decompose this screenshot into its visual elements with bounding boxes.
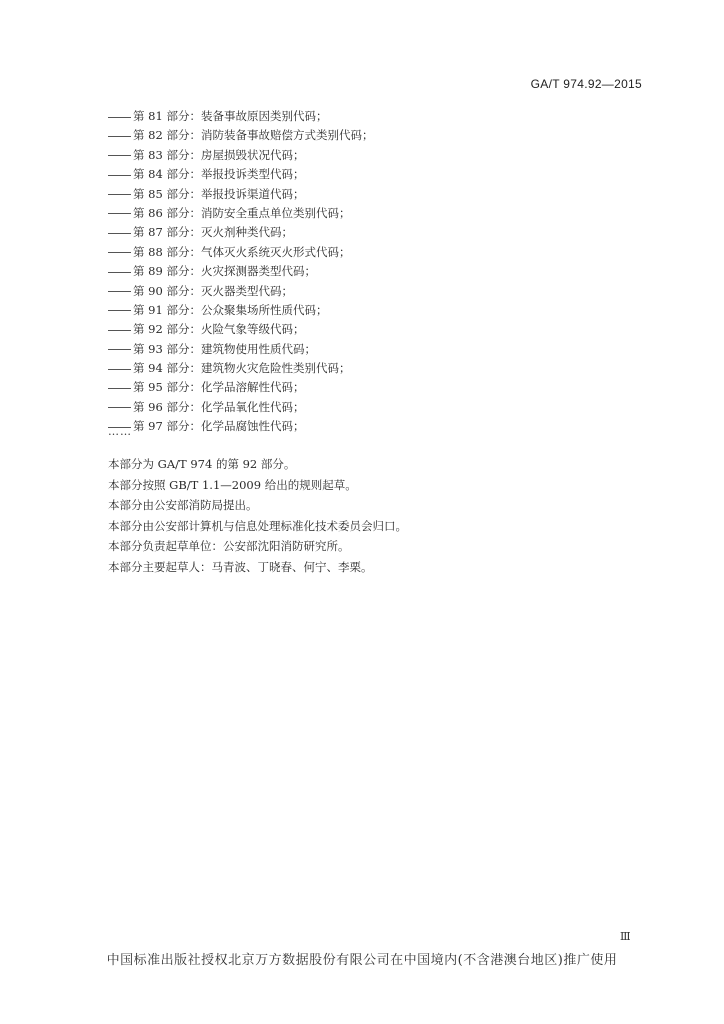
list-item-text: 第 86 部分：消防安全重点单位类别代码； <box>133 205 351 220</box>
em-dash <box>108 233 131 234</box>
list-item-text: 第 81 部分：装备事故原因类别代码； <box>133 109 328 123</box>
document-code: GA/T 974.92—2015 <box>530 77 642 91</box>
list-ellipsis: …… <box>108 425 132 438</box>
list-item-text: 第 87 部分：灭火剂种类代码； <box>133 225 293 240</box>
list-item <box>108 417 373 436</box>
list-item <box>108 262 373 281</box>
em-dash <box>108 407 131 408</box>
list-item-text: 第 95 部分：化学品溶解性代码； <box>133 380 305 395</box>
list-item-text: 第 96 部分：化学品氧化性代码； <box>133 399 305 414</box>
paragraph: 本部分负责起草单位：公安部沈阳消防研究所。 <box>108 539 350 554</box>
list-item <box>108 340 373 359</box>
list-item <box>108 165 373 184</box>
em-dash <box>108 369 131 370</box>
list-item <box>108 185 373 204</box>
paragraph: 本部分按照 GB/T 1.1—2009 给出的规则起草。 <box>108 477 357 492</box>
list-item <box>108 378 373 397</box>
parts-list <box>108 107 373 437</box>
paragraph: 本部分主要起草人：马青波、丁晓春、何宁、李栗。 <box>108 559 373 574</box>
list-item-text: 第 85 部分：举报投诉渠道代码； <box>133 186 305 201</box>
page-number: Ⅲ <box>620 930 631 943</box>
list-item <box>108 204 373 223</box>
list-item <box>108 223 373 242</box>
list-item <box>108 146 373 165</box>
paragraph: 本部分为 GA/T 974 的第 92 部分。 <box>108 457 296 471</box>
list-item-text: 第 97 部分：化学品腐蚀性代码； <box>133 419 305 434</box>
list-item <box>108 398 373 417</box>
em-dash <box>108 349 131 350</box>
foreword-paragraphs <box>108 454 407 578</box>
footer-notice: 中国标准出版社授权北京万方数据股份有限公司在中国境内(不含港澳台地区)推广使用 <box>106 953 618 968</box>
em-dash <box>108 213 131 214</box>
list-item-text: 第 84 部分：举报投诉类型代码； <box>133 167 305 182</box>
list-item <box>108 107 373 126</box>
list-item <box>108 126 373 145</box>
list-item <box>108 282 373 301</box>
em-dash <box>108 117 131 118</box>
em-dash <box>108 388 131 389</box>
list-item-text: 第 90 部分：灭火器类型代码； <box>133 283 293 298</box>
list-item-text: 第 88 部分：气体灭火系统灭火形式代码； <box>133 244 351 259</box>
paragraph: 本部分由公安部消防局提出。 <box>108 498 258 513</box>
list-item <box>108 243 373 262</box>
em-dash <box>108 291 131 292</box>
paragraph: 本部分由公安部计算机与信息处理标准化技术委员会归口。 <box>108 518 407 533</box>
em-dash <box>108 136 131 137</box>
list-item <box>108 301 373 320</box>
em-dash <box>108 310 131 311</box>
list-item <box>108 359 373 378</box>
list-item-text: 第 94 部分：建筑物火灾危险性类别代码； <box>133 361 351 376</box>
list-item-text: 第 82 部分：消防装备事故赔偿方式类别代码； <box>133 128 374 143</box>
em-dash <box>108 272 131 273</box>
list-item-text: 第 91 部分：公众聚集场所性质代码； <box>133 302 328 317</box>
em-dash <box>108 330 131 331</box>
em-dash <box>108 194 131 195</box>
em-dash <box>108 252 131 253</box>
em-dash <box>108 175 131 176</box>
list-item <box>108 320 373 339</box>
list-item-text: 第 89 部分：火灾探测器类型代码； <box>133 264 316 279</box>
list-item-text: 第 83 部分：房屋损毁状况代码； <box>133 147 305 162</box>
list-item-text: 第 92 部分：火险气象等级代码； <box>133 322 305 337</box>
list-item-text: 第 93 部分：建筑物使用性质代码； <box>133 341 316 356</box>
em-dash <box>108 155 131 156</box>
